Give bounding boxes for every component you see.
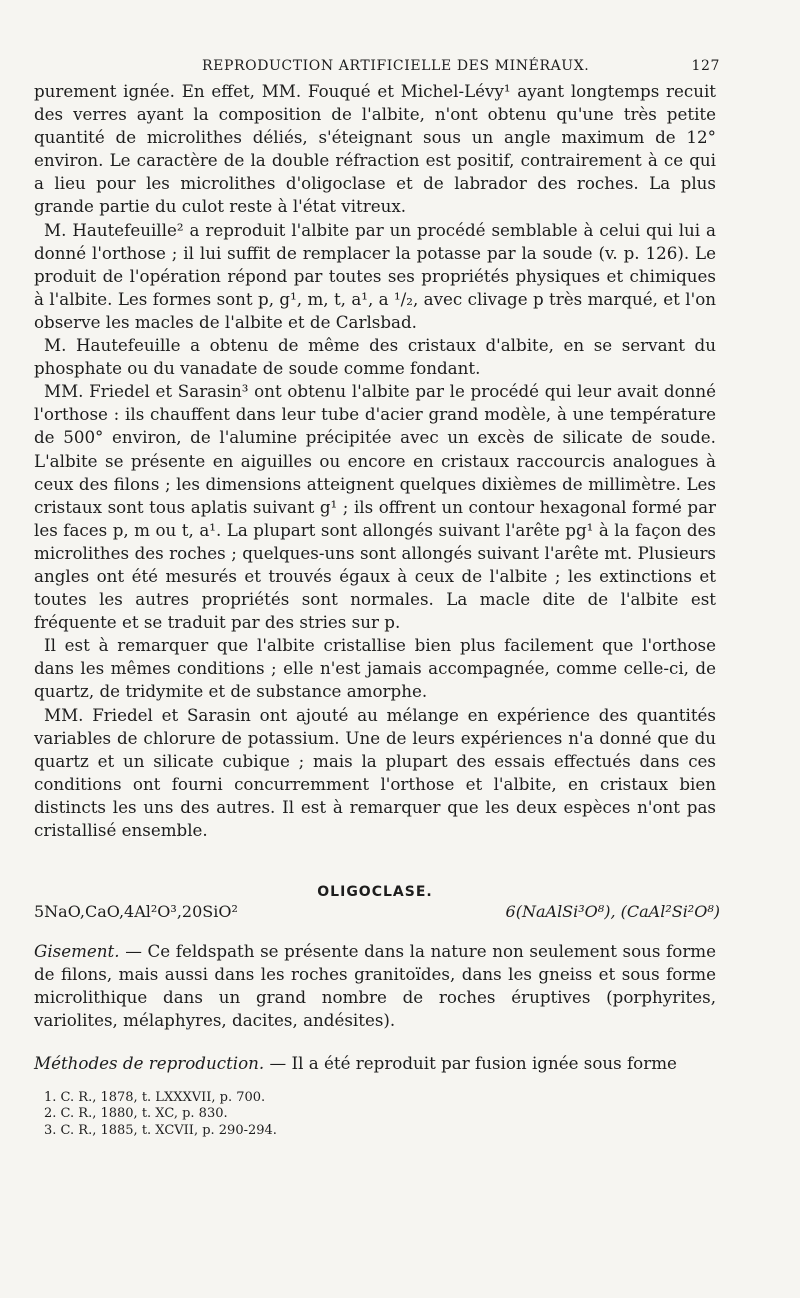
paragraph-gisement xyxy=(34,940,716,1032)
book-page xyxy=(34,58,720,1139)
paragraph-methodes xyxy=(34,1052,716,1075)
formula-oxides: 5NaO,CaO,4Al²O³,20SiO² xyxy=(34,902,238,922)
running-head xyxy=(34,58,720,80)
formula-structural: 6(NaAlSi³O⁸), (CaAl²Si²O⁸) xyxy=(505,902,720,922)
footnote-1: 1. C. R., 1878, t. LXXXVII, p. 700. xyxy=(44,1089,266,1105)
paragraph-chlorure: MM. Friedel et Sarasin ont ajouté au mélange en expérience des quantités variables de chlorure de potassium. Une de leurs expériences n'a donné que du quartz et un silicate cubique ; mais la plupart des essais effectués dans ces conditions ont fourni concurremment l'orthose et l'albite, en cristaux bien distincts les uns des autres. Il est à remarquer que les deux espèces n'ont pas cristallisé ensemble. xyxy=(34,704,716,840)
section-body xyxy=(34,940,716,1075)
methodes-lead: Méthodes de reproduction. xyxy=(34,1053,265,1074)
paragraph-hautefeuille-fondant: M. Hautefeuille a obtenu de même des cristaux d'albite, en se servant du phosphate ou du vanadate de soude comme fondant. xyxy=(34,335,716,379)
running-title: REPRODUCTION ARTIFICIELLE DES MINÉRAUX. xyxy=(202,58,590,74)
page-number: 127 xyxy=(691,58,720,74)
gisement-lead: Gisement. xyxy=(34,941,120,962)
paragraph-friedel-sarasin: MM. Friedel et Sarasin³ ont obtenu l'albite par le procédé qui leur avait donné l'orthose : ils chauffent dans leur tube d'acier grand modèle, à une température de 500° environ, de l'alumine précipitée avec un excès de silicate de soude. L'albite se présente en aiguilles ou encore en cristaux raccourcis analogues à ceux des filons ; les dimensions atteignent quelques dixièmes de millimètre. Les cristaux sont tous aplatis suivant g¹ ; ils offrent un contour hexagonal formé par les faces p, m ou t, a¹. La plupart sont allongés suivant l'arête pg¹ à la façon des microlithes des roches ; quelques-uns sont allongés suivant l'arête mt. Plusieurs angles ont été mesurés et trouvés égaux à ceux de l'albite ; les extinctions et toutes les autres propriétés sont normales. La macle dite de l'albite est fréquente et se traduit par des stries sur p. xyxy=(34,381,716,633)
methodes-text: — Il a été reproduit par fusion ignée sous forme xyxy=(264,1053,677,1074)
body-text xyxy=(34,80,716,842)
footnote-3: 3. C. R., 1885, t. XCVII, p. 290-294. xyxy=(44,1122,277,1138)
paragraph-remarque: Il est à remarquer que l'albite cristallise bien plus facilement que l'orthose dans les mêmes conditions ; elle n'est jamais accompagnée, comme celle-ci, de quartz, de tridymite et de substance amorphe. xyxy=(34,635,716,702)
footnote-2: 2. C. R., 1880, t. XC, p. 830. xyxy=(44,1106,228,1122)
paragraph-fouque: purement ignée. En effet, MM. Fouqué et Michel-Lévy¹ ayant longtemps recuit des verres ayant la composition de l'albite, n'ont obtenu qu'une très petite quantité de microlithes déliés, s'éteignant sous un angle maximum de 12° environ. Le caractère de la double réfraction est positif, contrairement à ce qui a lieu pour les microlithes d'oligoclase et de labrador des roches. La plus grande partie du culot reste à l'état vitreux. xyxy=(34,81,716,217)
footnotes xyxy=(34,1090,716,1140)
formula-row xyxy=(34,902,720,924)
section-title-oligoclase: OLIGOCLASE. xyxy=(317,884,433,901)
gisement-text: — Ce feldspath se présente dans la nature non seulement sous forme de filons, mais aussi dans les roches granitoïdes, dans les gneiss et sous forme microlithique dans un grand nombre de roches éruptives (porphyrites, variolites, mélaphyres, dacites, andésites). xyxy=(34,941,716,1031)
paragraph-hautefeuille-albite: M. Hautefeuille² a reproduit l'albite par un procédé semblable à celui qui lui a donné l'orthose ; il lui suffit de remplacer la potasse par la soude (v. p. 126). Le produit de l'opération répond par toutes ses propriétés physiques et chimiques à l'albite. Les formes sont p, g¹, m, t, a¹, a ¹/₂, avec clivage p très marqué, et l'on observe les macles de l'albite et de Carlsbad. xyxy=(34,219,716,332)
